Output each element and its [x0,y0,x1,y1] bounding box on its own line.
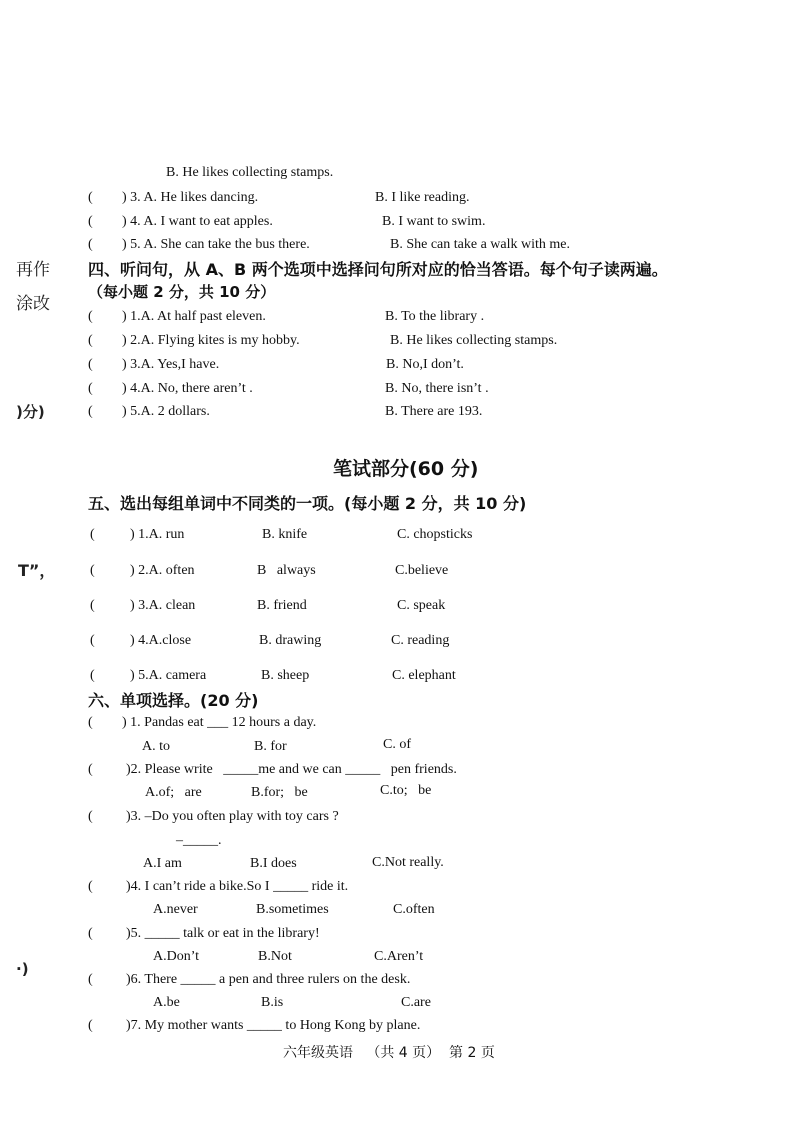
choice-option-c: C.Not really. [372,855,444,870]
answer-paren[interactable]: ( [88,404,93,419]
choice-option-b: B.I does [250,856,297,871]
answer-option-a: ) 5.A. 2 dollars. [122,404,210,419]
answer-option-b: B. There are 193. [385,404,483,419]
word-option-c: C. speak [397,598,446,613]
question-blank-line: –_____. [176,833,222,848]
word-option-b: B always [257,563,316,578]
answer-paren[interactable]: ( [88,190,93,205]
word-option-a: ) 1.A. run [130,527,185,542]
answer-option-b: B. No, there isn’t . [385,381,489,396]
section-heading: 五、选出每组单词中不同类的一项。(每小题 2 分，共 10 分) [88,494,527,513]
choice-option-a: A.Don’t [153,949,200,964]
word-option-c: C.believe [395,563,449,578]
answer-paren[interactable]: ( [90,527,95,542]
answer-option-b: B. She can take a walk with me. [390,237,571,252]
page-footer: 六年级英语 （共 4 页） 第 2 页 [283,1045,495,1061]
question-stem: )2. Please write _____me and we can _____ pen friends. [126,762,457,777]
answer-option-a: ) 5. A. She can take the bus there. [122,237,310,252]
part-title: 笔试部分(60 分) [333,458,479,480]
choice-option-b: B.Not [258,949,292,964]
answer-paren[interactable]: ( [90,633,95,648]
answer-option-a: ) 4. A. I want to eat apples. [122,214,273,229]
answer-paren[interactable]: ( [88,381,93,396]
answer-option-b: B. I like reading. [375,190,470,205]
word-option-a: ) 2.A. often [130,563,195,578]
answer-option-a: ) 4.A. No, there aren’t . [122,381,253,396]
answer-option-b: B. To the library . [385,309,485,324]
answer-option-a: ) 3.A. Yes,I have. [122,357,220,372]
margin-note: ·) [16,960,29,978]
question-stem: )3. –Do you often play with toy cars ? [126,809,339,824]
margin-note: )分) [16,403,45,421]
choice-option-a: A. to [142,739,170,754]
answer-paren[interactable]: ( [90,598,95,613]
choice-option-c: C. of [383,737,411,752]
word-option-c: C. elephant [392,668,456,683]
choice-option-b: B.is [261,995,284,1010]
word-option-c: C. reading [391,633,450,648]
choice-option-c: C.often [393,902,435,917]
question-stem: )4. I can’t ride a bike.So I _____ ride it. [126,879,349,894]
answer-paren[interactable]: ( [90,563,95,578]
section-subheading: （每小题 2 分，共 10 分） [88,283,276,301]
answer-option-b: B. No,I don’t. [386,357,464,372]
choice-option-a: A.of; are [145,785,202,800]
answer-paren[interactable]: ( [88,809,93,824]
word-option-b: B. sheep [261,668,310,683]
answer-paren[interactable]: ( [88,214,93,229]
answer-option-b: B. He likes collecting stamps. [390,333,558,348]
margin-note: T”， [18,561,56,580]
word-option-b: B. knife [262,527,308,542]
word-option-a: ) 5.A. camera [130,668,207,683]
answer-option-a: ) 3. A. He likes dancing. [122,190,259,205]
question-stem: ) 1. Pandas eat ___ 12 hours a day. [122,715,317,730]
answer-paren[interactable]: ( [88,879,93,894]
question-stem: )7. My mother wants _____ to Hong Kong by plane. [126,1018,421,1033]
word-option-a: ) 3.A. clean [130,598,196,613]
section-heading: 四、听问句，从 A、B 两个选项中选择问句所对应的恰当答语。每个句子读两遍。 [88,260,668,279]
answer-paren[interactable]: ( [90,668,95,683]
answer-paren[interactable]: ( [88,972,93,987]
choice-option-c: C.to; be [380,783,432,798]
answer-paren[interactable]: ( [88,357,93,372]
answer-paren[interactable]: ( [88,715,93,730]
margin-note: 涂改 [16,294,50,314]
word-option-a: ) 4.A.close [130,633,192,648]
choice-option-b: B.sometimes [256,902,329,917]
answer-option-b: B. I want to swim. [382,214,486,229]
answer-paren[interactable]: ( [88,1018,93,1033]
answer-paren[interactable]: ( [88,762,93,777]
word-option-b: B. drawing [259,633,322,648]
word-option-c: C. chopsticks [397,527,473,542]
question-stem: )5. _____ talk or eat in the library! [126,926,320,941]
answer-paren[interactable]: ( [88,333,93,348]
choice-option-b: B. for [254,739,287,754]
answer-option-b: B. He likes collecting stamps. [166,165,334,180]
section-heading: 六、单项选择。(20 分) [88,691,259,710]
answer-option-a: ) 2.A. Flying kites is my hobby. [122,333,300,348]
answer-paren[interactable]: ( [88,926,93,941]
choice-option-a: A.never [153,902,198,917]
word-option-b: B. friend [257,598,307,613]
question-stem: )6. There _____ a pen and three rulers on the desk. [126,972,411,987]
answer-option-a: ) 1.A. At half past eleven. [122,309,266,324]
choice-option-a: A.I am [143,856,182,871]
choice-option-c: C.Aren’t [374,949,424,964]
answer-paren[interactable]: ( [88,309,93,324]
choice-option-b: B.for; be [251,785,308,800]
choice-option-c: C.are [401,995,431,1010]
answer-paren[interactable]: ( [88,237,93,252]
margin-note: 再作 [16,260,50,280]
choice-option-a: A.be [153,995,180,1010]
